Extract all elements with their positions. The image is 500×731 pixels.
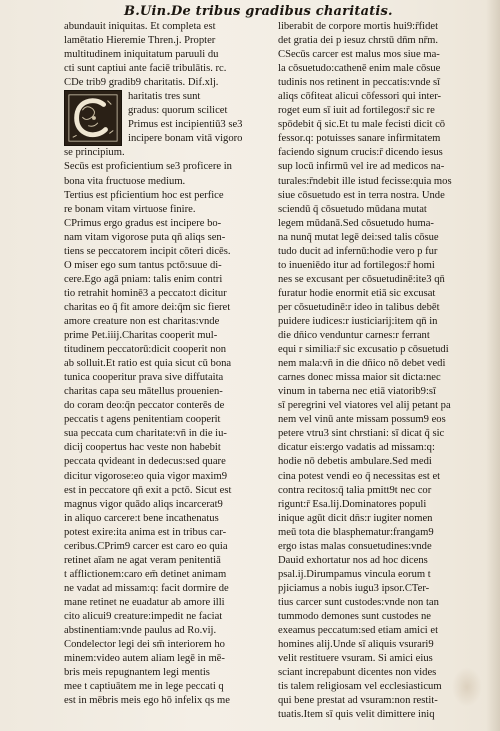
- text-line: psal.ij.Dirumpamus vincula eorum t: [278, 568, 431, 580]
- text-line: aliqs cōfiteat alicui cōfessori qui inter-: [278, 91, 442, 103]
- text-line: tius carcer sunt custodes:vnde non tan: [278, 596, 439, 608]
- text-line: puidere iudices:r iusticiarij:item qn̄ in: [278, 315, 438, 327]
- text-line: roget eum sī iuit ad fortilegos:r̄ sic re: [278, 105, 435, 117]
- text-line: se principium.: [64, 147, 125, 159]
- text-line: Tertius est pficientium hoc est perfice: [64, 189, 224, 201]
- text-line: mee t captiuātem me in lege peccati q: [64, 681, 224, 693]
- text-line: faciendo signum crucis:r̄ dicendo iesus: [278, 147, 443, 159]
- text-line: pjiciamus a nobis iugu3 ipsor.CTer-: [278, 582, 430, 594]
- text-line: abstinentiam:vnde paulus ad Ro.vij.: [64, 625, 217, 637]
- text-line: mane retinet ne euadatur ab amore illi: [64, 596, 225, 608]
- text-line: bona vita fructuose medium.: [64, 175, 186, 187]
- text-line: fessor.q: potuisses sanare infirmitatem: [278, 133, 441, 145]
- text-line: gradus: quorum scilicet: [128, 105, 228, 117]
- text-line: hodie nō debetis ambulare.Sed medi: [278, 456, 432, 468]
- text-line: CSecūs carcer est malus mos siue ma-: [278, 49, 440, 61]
- text-line: ergo istas malas consuetudines:vnde: [278, 540, 432, 552]
- text-line: minem:video autem aliam legē in mē-: [64, 653, 225, 665]
- text-line: rigunt:r̄ Esa.lij.Dominatores populi: [278, 498, 427, 510]
- text-line: dicij coopertus hac veste non habebit: [64, 442, 221, 454]
- text-line: ne vadat ad missam:q: facit dormire de: [64, 582, 229, 594]
- text-line: titudinem peccatorū:dicit cooperit non: [64, 344, 227, 356]
- text-line: cito alicui9 creature:impedit ne faciat: [64, 610, 223, 622]
- text-line: meū tota die blasphematur:frangam9: [278, 526, 434, 538]
- text-line: tis talem religiosam vel ecclesiasticum: [278, 681, 442, 693]
- text-line: exeamus peccatum:sed etiam amici et: [278, 625, 439, 637]
- text-line: per cōsuetudinē:r ideo in talibus debēt: [278, 301, 440, 313]
- text-line: retinet aīam ne agat veram penitentiā: [64, 554, 221, 566]
- text-line: haritatis tres sunt: [128, 91, 201, 103]
- text-line: Primus est incipientiū3 se3: [128, 119, 243, 131]
- text-line: nam vitam vigorose puta qn̄ aliqs sen-: [64, 231, 226, 243]
- left-column-body: [64, 146, 276, 708]
- text-line: prime Pet.iiij.Charitas cooperit mul-: [64, 330, 218, 342]
- text-line: tunica cooperitur prava sive diffutaita: [64, 372, 224, 384]
- text-line: tio retrahit hominē3 a peccato:t dicitur: [64, 287, 227, 299]
- text-line: dicatur eis:ergo vadatis ad missam:q:: [278, 442, 435, 454]
- text-line: ceribus.CPrim9 carcer est caro eo quia: [64, 540, 228, 552]
- text-line: velit restituere vsuram. Si amici eius: [278, 653, 433, 665]
- text-line: potest exire:ita anima est in tribus car-: [64, 526, 227, 538]
- text-line: lamētatio Hieremie Thren.j. Propter: [64, 35, 216, 47]
- text-line: Condelector legi dei sm̄ interiorem ho: [64, 639, 225, 651]
- text-line: tudo ducit ad infernū:hodie vero p fur: [278, 245, 438, 257]
- text-line: abundauit iniquitas. Et completa est: [64, 21, 216, 32]
- text-line: CDe trib9 gradib9 charitatis. Dif.xlj.: [64, 77, 219, 89]
- illuminated-initial: [64, 90, 122, 146]
- text-line: CPrimus ergo gradus est incipere bo-: [64, 217, 222, 229]
- left-column: [64, 20, 276, 708]
- text-line: liberabit de corpore mortis hui9:r̄fidet: [278, 21, 439, 32]
- text-line: spōdebit q̄ sic.Et tu male fecisti dicit cō: [278, 119, 446, 131]
- text-line: cti sunt captiui ante faciē tribulātis. rc.: [64, 63, 227, 75]
- text-line: charitas eo q̄ fit amore dei:q̄m sic fieret: [64, 301, 231, 313]
- text-line: in aliquo carcere:t bene incathenatus: [64, 512, 219, 524]
- text-line: sciant increpabunt dicentes non vides: [278, 667, 437, 679]
- page-header: B.Uin.De tribus gradibus charitatis.: [124, 4, 393, 19]
- text-line: re bonam vitam virtuose finire.: [64, 203, 196, 215]
- text-line: turales:r̄ndebit ille istud fecisse:quia mos: [278, 175, 452, 187]
- text-line: sua peccata cum charitate:vn̄ in die iu-: [64, 428, 227, 440]
- text-line: det gratia dei p iesuz chrstū dn̄m nr̄m.: [278, 35, 439, 47]
- text-line: na nunq̄ mutat legē dei:sed talis cōsue: [278, 231, 439, 243]
- text-line: carnes donec missa maior sit dicta:nec: [278, 372, 441, 384]
- text-line: la cōsuetudo:cathenē enim male cōsue: [278, 63, 441, 75]
- text-line: homines alij.Unde sī aliquis vsurari9: [278, 639, 434, 651]
- text-line: multitudinem iniquitatum paruuli du: [64, 49, 219, 61]
- text-line: O miser ego sum tantus pctō:suue di-: [64, 259, 222, 271]
- text-line: cina potest vendi eo q̄ necessitas est et: [278, 470, 441, 482]
- text-line: nes se excusant per cōsuetudinē:ite3 qn̄: [278, 273, 445, 285]
- text-line: tudinis nos retinent in peccatis:vnde sī: [278, 77, 441, 89]
- text-line: qui bene prestat ad vsuram:non restit-: [278, 695, 438, 707]
- text-line: amore creature non est charitas:vnde: [64, 315, 220, 327]
- text-line: contra recitos:q̄ talia pmitt9t nec cor: [278, 484, 432, 496]
- text-line: Dauid exhortatur nos ad hoc dicens: [278, 554, 428, 566]
- text-line: bris meis repugnantem legi mentis: [64, 667, 210, 679]
- text-line: est in mēbris meis ego hō infelix qs me: [64, 695, 230, 707]
- text-line: est in peccatore qn̄ exit a pctō. Sicut est: [64, 484, 232, 496]
- text-line: magnus vigor quādo aliqs incarcerat9: [64, 498, 223, 510]
- right-column: [278, 20, 490, 722]
- text-line: petere vtru3 sint chrstiani: sī dicat q̄ sic: [278, 428, 445, 440]
- text-line: furatur hodie enormit etiā sic excusat: [278, 287, 436, 299]
- text-line: tummodo demones sunt custodes ne: [278, 610, 432, 622]
- text-line: siue cōsuetudo est in terra nostra. Unde: [278, 189, 445, 201]
- text-line: dicitur vigorose:eo quia vigor maxim9: [64, 470, 227, 482]
- text-line: nem vel vinū ante missam possum9 eos: [278, 414, 446, 426]
- text-line: legem mūdanā.Sed cōsuetudo huma-: [278, 217, 434, 229]
- text-line: peccatis t agens penitentiam cooperit: [64, 414, 221, 426]
- text-line: nem mala:vn̄ in die dn̄ico nō debet vedi: [278, 358, 446, 370]
- text-line: sī peregrini vel viatores vel alij petant pa: [278, 400, 451, 412]
- text-line: incipere bonam vitā vigoro: [128, 133, 243, 145]
- text-line: vinum in taberna nec etiā viatorib9:sī: [278, 386, 436, 398]
- text-line: sciendū q̄ cōsuetudo mūdana mutat: [278, 203, 427, 215]
- text-line: sup locū infirmū vel ire ad medicos na-: [278, 161, 445, 173]
- text-line: to inueniēdo itur ad fortilegos:r̄ homi: [278, 259, 435, 271]
- text-line: Secūs est proficientium se3 proficere in: [64, 161, 232, 173]
- text-line: ab solluit.Et ratio est quia sicut cū bona: [64, 358, 232, 370]
- text-line: charitas capa seu mātellus prouenien-: [64, 386, 223, 398]
- text-line: die dn̄ico venduntur carnes:r ferrant: [278, 330, 430, 342]
- text-line: tuatis.Item sī quis velit dimittere iniq: [278, 709, 435, 721]
- text-line: tiens se peccatorem incipit cōteri dicēs.: [64, 245, 231, 257]
- text-line: equi r similia:r̄ sic excusatio p cōsuetudi: [278, 344, 449, 356]
- text-line: peccata qvideant in dedecus:sed quare: [64, 456, 226, 468]
- text-line: do coram deo:q̄n peccator conterēs de: [64, 400, 225, 412]
- initial-c-icon: [65, 91, 121, 145]
- text-line: t afflictionem:caro em̄ detinet animam: [64, 568, 227, 580]
- text-line: inique agūt dicit dn̄s:r iugiter nomen: [278, 512, 433, 524]
- left-column-intro: [64, 20, 276, 90]
- text-line: cere.Ego agā pniam: talis enim contri: [64, 273, 223, 285]
- initial-block: [64, 90, 276, 146]
